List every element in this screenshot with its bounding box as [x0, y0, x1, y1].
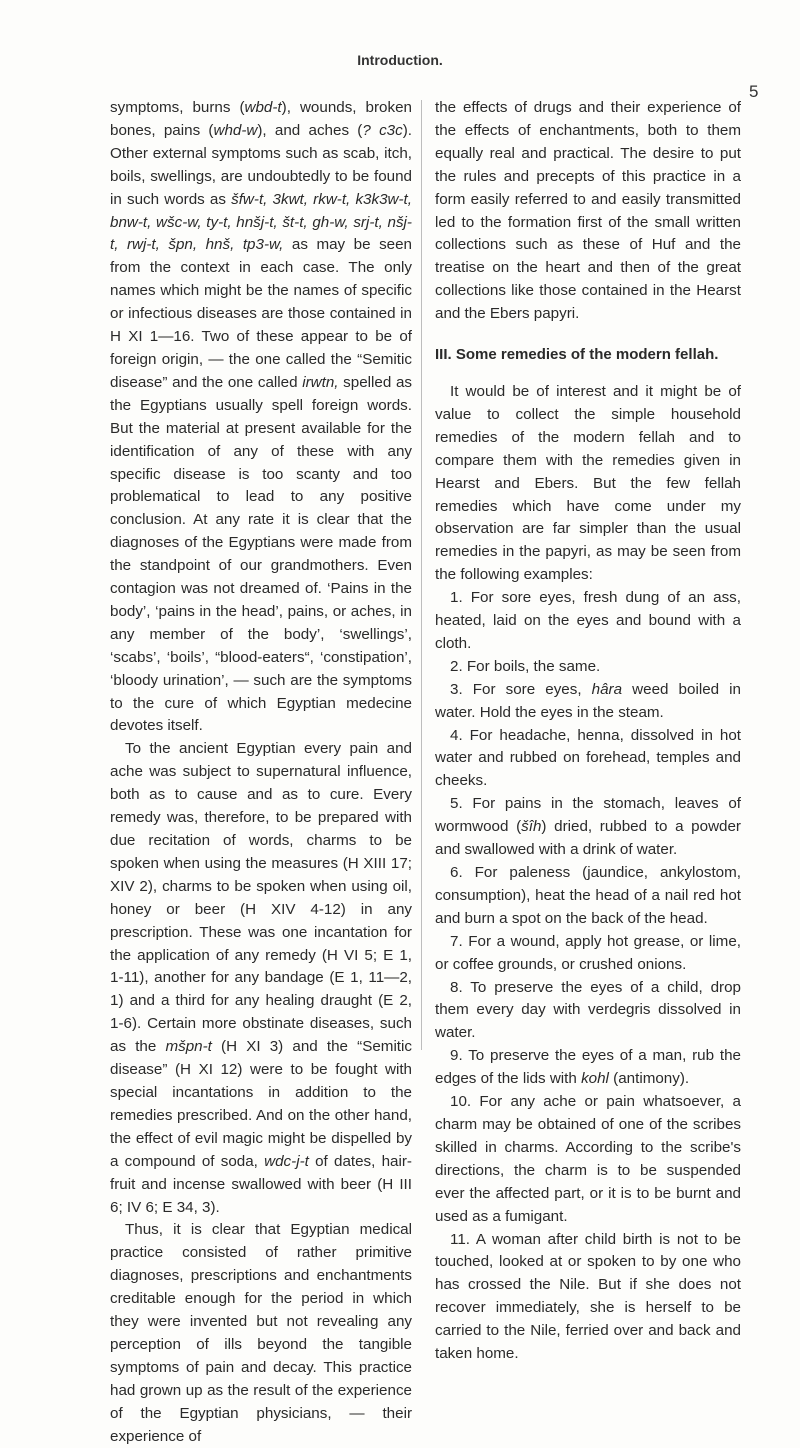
page-number: 5 [749, 82, 759, 101]
section-heading: III. Some remedies of the modern fellah. [435, 346, 719, 364]
list-item: 9. To preserve the eyes of a man, rub the edges of the lids with kohl (antimony). [435, 1047, 741, 1088]
left-column [110, 97, 412, 1448]
paragraph-conclusion: Thus, it is clear that Egyptian medical practice consisted of rather primitive diagnoses, prescriptions and enchantments creditable enough for the period in which they were invented but not revealing any perception of ills beyond the tangible symptoms of pain and decay. This practice had grown up as the result of the experience of the Egyptian physicians, — their experience of [110, 1221, 412, 1445]
paragraph-fellah-intro: It would be of interest and it might be of value to collect the simple household remedies of the modern fellah and to compare them with the remedies given in Hearst and Ebers. But the few fellah remedies which have come under my observation are far simpler than the usual remedies in the papyri, as may be seen from the following examples: [435, 382, 741, 584]
list-item: 1. For sore eyes, fresh dung of an ass, heated, laid on the eyes and bound with a cloth. [435, 589, 741, 652]
list-item: 10. For any ache or pain whatsoever, a charm may be obtained of one of the scribes skilled in charms. According to the scribe's directions, the charm is to be suspended ever the affected part, or it is to be burnt and used as a fumigant. [435, 1093, 741, 1225]
paragraph-symptoms: symptoms, burns (wbd-t), wounds, broken bones, pains (whd-w), and aches (? c3c). Other external symptoms such as scab, itch, boils, swellings, are undoubtedly to be found in such words as šfw-t, 3kwt, rkw-t, k3k3w-t, bnw-t, wšc-w, ty-t, hnšj-t, št-t, gh-w, srj-t, nšj-t, rwj-t, špn, hnš, tp3-w, as may be seen from the context in each case. The only names which might be the names of specific or infectious diseases are those contained in H XI 1—16. Two of these appear to be of foreign origin, — the one called the “Semitic disease” and the one called irwtn, spelled as the Egyptians usually spell foreign words. But the material at present available for the identification of any of these with any specific disease is too scanty and too problematical to lead to any positive conclusion. At any rate it is clear that the diagnoses of the Egyptians were made from the standpoint of our grandmothers. Even contagion was not dreamed of. ‘Pains in the body’, ‘pains in the head’, pains, or aches, in any member of the body’, ‘swellings’, ‘scabs’, ‘boils’, “blood-eaters“, ‘constipation’, ‘bloody urination’, — such are the symptoms to the cure of which Egyptian medecine devotes itself. [110, 99, 412, 735]
list-item: 4. For headache, henna, dissolved in hot water and rubbed on forehead, temples and cheeks. [435, 726, 741, 790]
list-item: 3. For sore eyes, hâra weed boiled in water. Hold the eyes in the steam. [435, 680, 741, 721]
right-column [435, 97, 741, 1366]
list-item: 8. To preserve the eyes of a child, drop them every day with verdegris dissolved in water. [435, 978, 741, 1042]
list-item: 2. For boils, the same. [450, 657, 601, 675]
running-header: Introduction. [357, 52, 443, 68]
list-item: 11. A woman after child birth is not to be touched, looked at or spoken to by one who has crossed the Nile. But if she does not recover immediately, she is herself to be carried to the Nile, ferried over and back and taken home. [435, 1230, 741, 1363]
list-item: 7. For a wound, apply hot grease, or lime, or coffee grounds, or crushed onions. [435, 932, 741, 973]
list-item: 5. For pains in the stomach, leaves of wormwood (šîh) dried, rubbed to a powder and swallowed with a drink of water. [435, 795, 741, 859]
column-divider [421, 100, 422, 1050]
paragraph-supernatural: To the ancient Egyptian every pain and ache was subject to supernatural influence, both as to cause and as to cure. Every remedy was, therefore, to be prepared with due recitation of words, charms to be spoken when using the measures (H XIII 17; XIV 2), charms to be spoken when using oil, honey or beer (H XIV 4-12) in any prescription. These was one incantation for the application of any remedy (H VI 5; E 1, 1-11), another for any bandage (E 1, 11—2, 1) and a third for any healing draught (E 2, 1-6). Certain more obstinate diseases, such as the mšpn-t (H XI 3) and the “Semitic disease” (H XI 12) were to be fought with special incantations in addition to the remedies prescribed. And on the other hand, the effect of evil magic might be dispelled by a compound of soda, wdc-j-t of dates, hair-fruit and incense swallowed with beer (H III 6; IV 6; E 34, 3). [110, 740, 412, 1216]
list-item: 6. For paleness (jaundice, ankylostom, consumption), heat the head of a nail red hot and burn a spot on the back of the head. [435, 864, 741, 927]
paragraph-effects: the effects of drugs and their experience of the effects of enchantments, both to them equally real and practical. The desire to put the rules and precepts of this practice in a form easily referred to and easily transmitted led to the formation first of the small written collections such as these of Huf and the treatise on the heart and then of the great collections like those contained in the Hearst and the Ebers papyri. [435, 99, 741, 323]
remedies-list [435, 587, 741, 1366]
